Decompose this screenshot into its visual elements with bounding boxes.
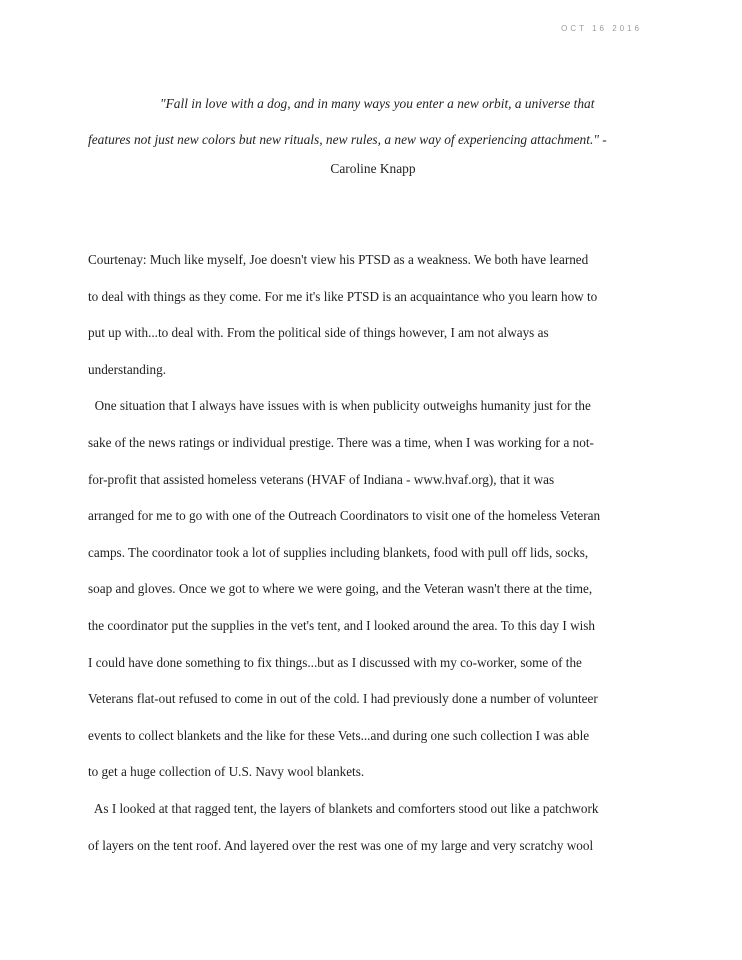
paragraph [88,391,660,794]
text-line: arranged for me to go with one of the Outreach Coordinators to visit one of the homeless Veteran [88,508,601,524]
text-line: camps. The coordinator took a lot of supplies including blankets, food with pull off lids, socks, [88,544,589,560]
text-line: Courtenay: Much like myself, Joe doesn't view his PTSD as a weakness. We both have learned [88,252,589,267]
text-line: I could have done something to fix things...but as I discussed with my co-worker, some of the [88,654,582,670]
text-line: for-profit that assisted homeless veterans (HVAF of Indiana - www.hvaf.org), that it was [88,471,555,487]
page-date-stamp: OCT 16 2016 [561,24,642,33]
paragraph [88,245,660,391]
text-line: to deal with things as they come. For me it's like PTSD is an acquaintance who you learn how to [88,288,598,304]
epigraph-attribution: Caroline Knapp [330,161,416,176]
text-line: of layers on the tent roof. And layered over the rest was one of my large and very scratchy wool [88,837,594,853]
text-line: One situation that I always have issues with is when publicity outweighs humanity just for the [88,398,591,414]
text-line: As I looked at that ragged tent, the layers of blankets and comforters stood out like a patchwork [88,800,599,816]
text-line: understanding. [88,361,167,377]
text-line: events to collect blankets and the like for these Vets...and during one such collection I was able [88,727,590,743]
paragraph [88,794,660,867]
text-line: Veterans flat-out refused to come in out of the cold. I had previously done a number of volunteer [88,691,598,707]
text-line: to get a huge collection of U.S. Navy wool blankets. [88,764,365,780]
epigraph-line: "Fall in love with a dog, and in many ways you enter a new orbit, a universe that [160,96,595,111]
text-line: the coordinator put the supplies in the vet's tent, and I looked around the area. To this day I wish [88,617,595,633]
text-line: sake of the news ratings or individual prestige. There was a time, when I was working for a not- [88,434,594,450]
text-line: put up with...to deal with. From the political side of things however, I am not always as [88,325,549,341]
body-text [88,245,660,867]
epigraph-line: features not just new colors but new rituals, new rules, a new way of experiencing attachment." - [88,132,607,147]
epigraph-quote [88,86,658,158]
text-line: soap and gloves. Once we got to where we were going, and the Veteran wasn't there at the time, [88,581,593,597]
